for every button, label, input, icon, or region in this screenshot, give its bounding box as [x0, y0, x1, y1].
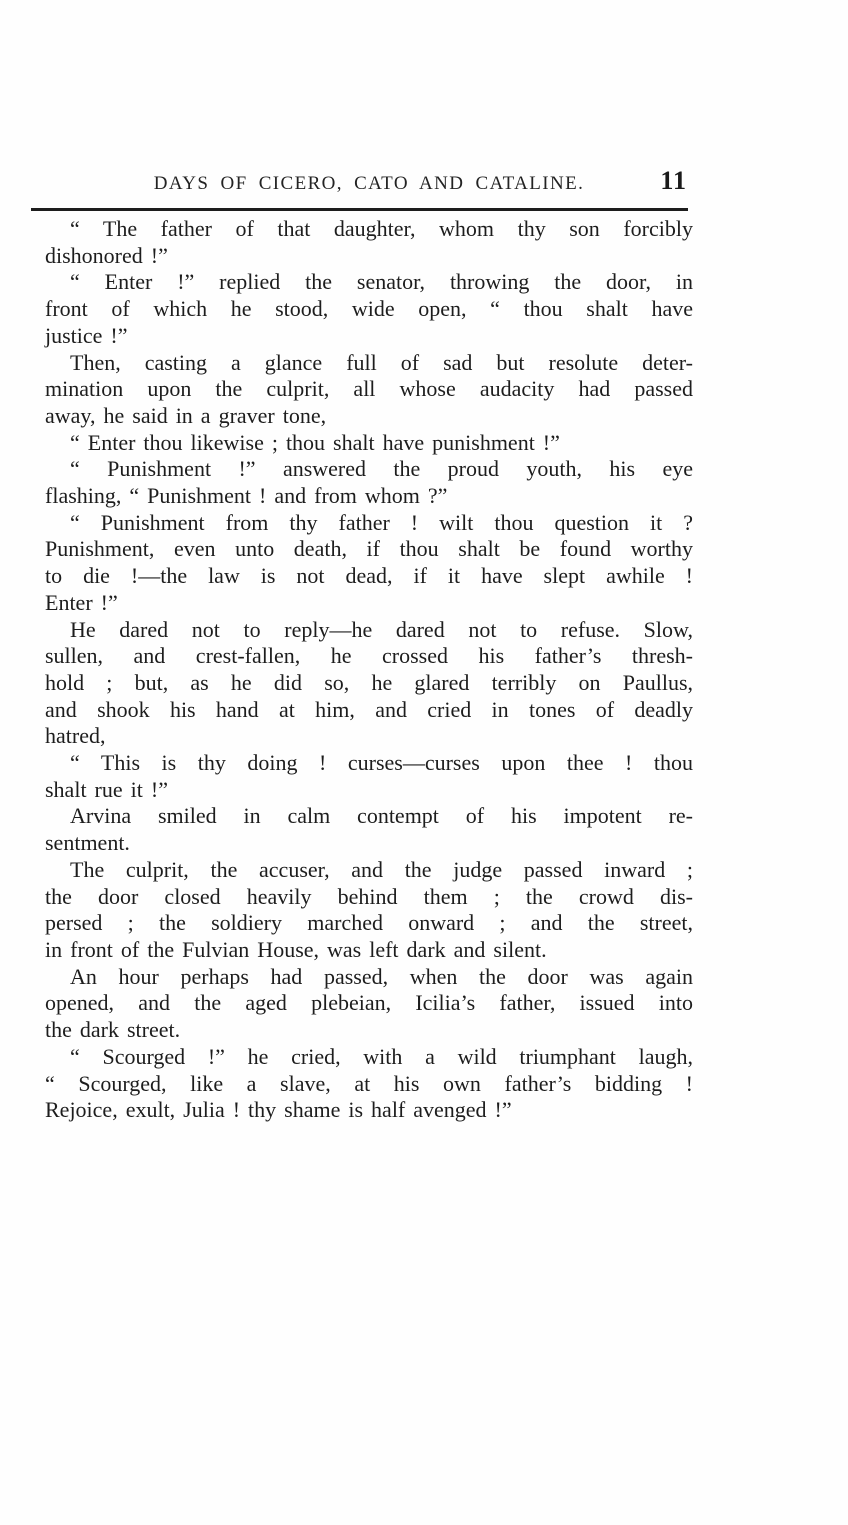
paragraph	[45, 430, 693, 457]
text-line: the door closed heavily behind them ; the crowd dis-	[45, 883, 693, 909]
page-body	[45, 216, 693, 1124]
paragraph	[45, 857, 693, 964]
text-line: “ Punishment !” answered the proud youth, his eye	[70, 456, 693, 482]
text-line: “ The father of that daughter, whom thy son forcibly	[70, 216, 693, 241]
text-line: away, he said in a graver tone,	[45, 402, 327, 428]
text-line: and shook his hand at him, and cried in tones of deadly	[45, 696, 693, 722]
text-line: sentment.	[45, 830, 130, 856]
text-line: “ Punishment from thy father ! wilt thou question it ?	[70, 509, 693, 535]
text-line: opened, and the aged plebeian, Icilia’s father, issued into	[45, 990, 693, 1016]
running-header-title: DAYS OF CICERO, CATO AND CATALINE.	[153, 173, 585, 194]
paragraph	[45, 350, 693, 430]
paragraph	[45, 456, 693, 509]
text-line: shalt rue it !”	[45, 776, 168, 802]
text-line: justice !”	[45, 322, 128, 348]
header-rule	[31, 208, 688, 211]
text-line: Enter !”	[45, 589, 118, 615]
text-line: dishonored !”	[45, 242, 168, 268]
paragraph	[45, 269, 693, 349]
paragraph	[45, 750, 693, 803]
text-line: The culprit, the accuser, and the judge passed inward ;	[70, 856, 693, 882]
text-line: persed ; the soldiery marched onward ; and the street,	[45, 910, 693, 936]
text-line: Then, casting a glance full of sad but resolute deter-	[70, 349, 693, 375]
text-line: He dared not to reply—he dared not to refuse. Slow,	[70, 616, 693, 642]
text-line: “ Enter !” replied the senator, throwing the door, in	[70, 269, 693, 295]
text-line: “ This is thy doing ! curses—curses upon thee ! thou	[70, 750, 693, 776]
paragraph	[45, 964, 693, 1044]
text-line: Rejoice, exult, Julia ! thy shame is half avenged !”	[45, 1097, 512, 1123]
text-line: Arvina smiled in calm contempt of his impotent re-	[70, 803, 693, 829]
text-line: flashing, “ Punishment ! and from whom ?”	[45, 483, 448, 509]
text-line: An hour perhaps had passed, when the door was again	[70, 963, 693, 989]
text-line: to die !—the law is not dead, if it have slept awhile !	[45, 563, 693, 589]
text-line: hatred,	[45, 723, 106, 749]
text-line: the dark street.	[45, 1017, 181, 1043]
page-number: 11	[660, 166, 687, 195]
paragraph	[45, 617, 693, 751]
paragraph	[45, 216, 693, 269]
text-line: hold ; but, as he did so, he glared terribly on Paullus,	[45, 669, 693, 695]
text-line: Punishment, even unto death, if thou shalt be found worthy	[45, 536, 693, 562]
text-line: sullen, and crest-fallen, he crossed his father’s thresh-	[45, 643, 693, 669]
text-line: mination upon the culprit, all whose audacity had passed	[45, 376, 693, 402]
paragraph	[45, 510, 693, 617]
paragraph	[45, 1044, 693, 1124]
text-line: front of which he stood, wide open, “ thou shalt have	[45, 296, 693, 322]
running-header	[45, 166, 693, 200]
text-line: in front of the Fulvian House, was left dark and silent.	[45, 936, 547, 962]
text-line: “ Scourged !” he cried, with a wild triumphant laugh,	[70, 1043, 693, 1069]
paragraph	[45, 803, 693, 856]
text-line: “ Enter thou likewise ; thou shalt have punishment !”	[70, 429, 560, 455]
text-line: “ Scourged, like a slave, at his own father’s bidding !	[45, 1070, 693, 1096]
